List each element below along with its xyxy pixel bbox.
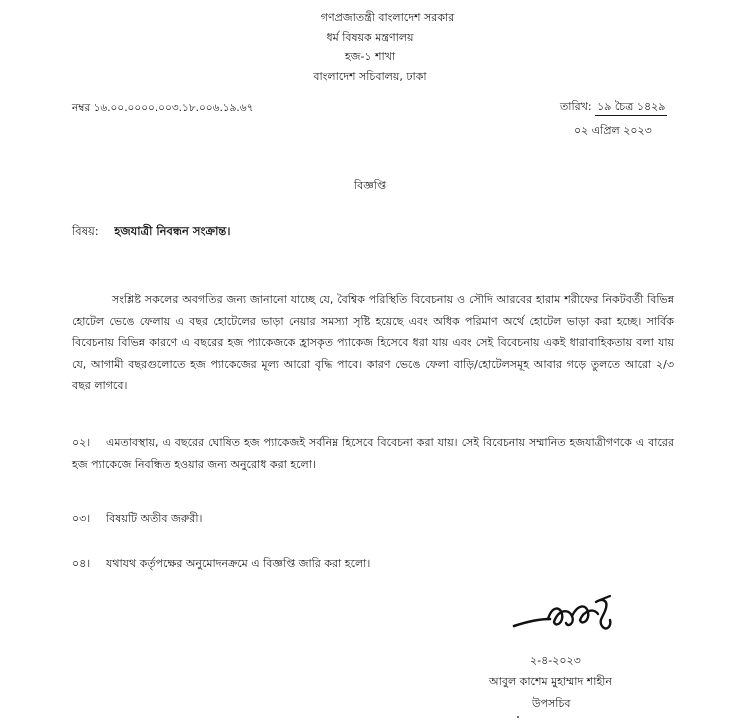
paragraph-3 [72,508,674,530]
signatory-name: আবুল কাশেম মুহাম্মাদ শাহীন [489,675,612,688]
handwritten-signature [512,592,622,642]
decorative-dot [517,716,519,718]
signatory-designation: উপসচিব [532,697,571,710]
subject-label: বিষয়: [72,224,99,238]
ministry-name: ধর্ম বিষয়ক মন্ত্রণালয় [326,30,414,44]
signature-date: ২-৪-২০২৩ [530,654,581,667]
notice-title: বিজ্ঞপ্তি [354,179,386,192]
paragraph-3-number: ০৩। [72,512,91,525]
paragraph-1 [72,289,674,397]
government-name: গণপ্রজাতন্ত্রী বাংলাদেশ সরকার [320,11,455,24]
paragraph-4 [72,553,674,575]
paragraph-2-number: ০২। [72,436,91,449]
branch-name: হজ-১ শাখা [344,50,396,63]
paragraph-2 [72,432,674,475]
subject-text: হজযাত্রী নিবন্ধন সংক্রান্ত। [114,224,231,238]
memo-date-block [560,96,667,142]
date-label: তারিখ: [560,100,592,113]
paragraph-4-text: যথাযথ কর্তৃপক্ষের অনুমোদনক্রমে এ বিজ্ঞপ্তি জারি করা হলো। [106,557,371,570]
date-bangla-calendar: ১৯ চৈত্র ১৪২৯ [595,99,667,116]
subject-line [72,223,230,242]
memo-reference-number: নম্বর ১৬.০০.০০০০.০০৩.১৮.০০৬.১৯.৬৭ [72,102,254,114]
paragraph-3-text: বিষয়টি অতীব জরুরী। [106,512,203,525]
paragraph-4-number: ০৪। [72,557,91,570]
letterhead [0,8,740,86]
paragraph-1-text: সংশ্লিষ্ট সকলের অবগতির জন্য জানানো যাচ্ছে যে, বৈশ্বিক পরিস্থিতি বিবেচনায় ও সৌদি আরবের হারাম শরীফের নিকটবর্তী বিভিন্ন হোটেল ভেঙে ফেলায় এ বছর হোটেলের ভাড়া নেয়ার সমস্যা সৃষ্টি হয়েছে এবং অধিক পরিমাণ অর্থে হোটেল ভাড়া করা হচ্ছে। সার্বিক বিবেচনায় বিভিন্ন কারণে এ বছরের হজ প্যাকেজকে হ্রাসকৃত প্যাকেজ হিসেবে ধরা যায় এবং সেই বিবেচনায় একই ধারাবাহিকতায় বলা যায় যে, আগামী বছরগুলোতে হজ প্যাকেজের মূল্য আরো বৃদ্ধি পাবে। কারণ ভেঙে ফেলা বাড়ি/হোটেলসমূহ আবার গড়ে তুলতে আরো ২/৩ বছর লাগবে। [72,293,674,392]
office-address: বাংলাদেশ সচিবালয়, ঢাকা [313,69,427,83]
date-gregorian: ০২ এপ্রিল ২০২৩ [574,124,652,137]
paragraph-2-text: এমতাবস্থায়, এ বছরের ঘোষিত হজ প্যাকেজই সর্বনিম্ন হিসেবে বিবেচনা করা যায়। সেই বিবেচনায় সম্মানিত হজযাত্রীগণকে এ বারের হজ প্যাকেজে নিবন্ধিত হওয়ার জন্য অনুরোধ করা হলো। [72,436,674,471]
